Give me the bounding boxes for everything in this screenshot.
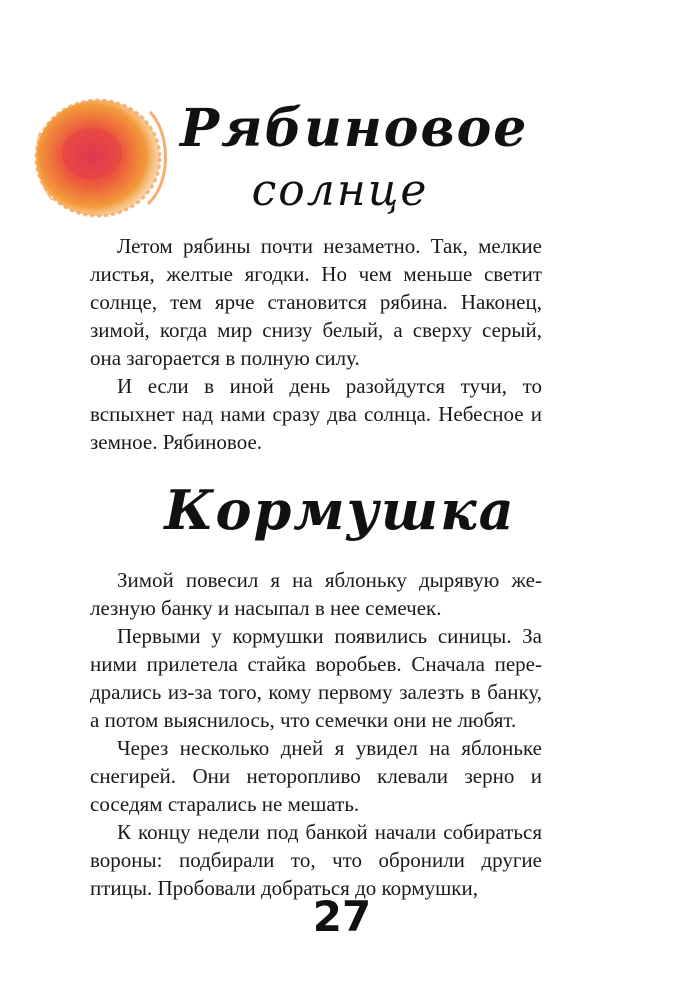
paragraph: Летом рябины почти незаметно. Так, мелкие листья, желтые ягодки. Но чем меньше светит солнце, тем ярче становится рябина. Наконец, зимой, когда мир снизу белый, а сверху серый, она загорается в полную силу. (90, 234, 542, 370)
paragraph: Зимой повесил я на яблоньку дырявую железную банку и насыпал в нее семечек. (90, 568, 542, 620)
page-number: 27 (312, 892, 372, 941)
section1-body (90, 232, 542, 456)
section1-title-line2: солнце (251, 165, 429, 216)
paragraph: И если в иной день разойдутся тучи, то вспыхнет над нами сразу два солнца. Небесное и земное. Рябиновое. (90, 374, 542, 454)
section1-title-line1: Рябиновое (180, 98, 529, 159)
section2-title: Кормушка (164, 478, 516, 542)
section2-body (90, 566, 542, 902)
paragraph: К концу недели под банкой начали собираться вороны: подбирали то, что обронили другие птицы. Пробовали добраться до кормушки, (90, 820, 542, 900)
paragraph: Первыми у кормушки появились синицы. За ними прилетела стайка воробьев. Сначала передрались из-за того, кому первому залезть в банку, а потом выяснилось, что семечки они не любят. (90, 624, 542, 732)
paragraph: Через несколько дней я увидел на яблоньке снегирей. Они неторопливо клевали зерно и соседям старались не мешать. (90, 736, 542, 816)
sun-illustration-icon (30, 92, 180, 222)
